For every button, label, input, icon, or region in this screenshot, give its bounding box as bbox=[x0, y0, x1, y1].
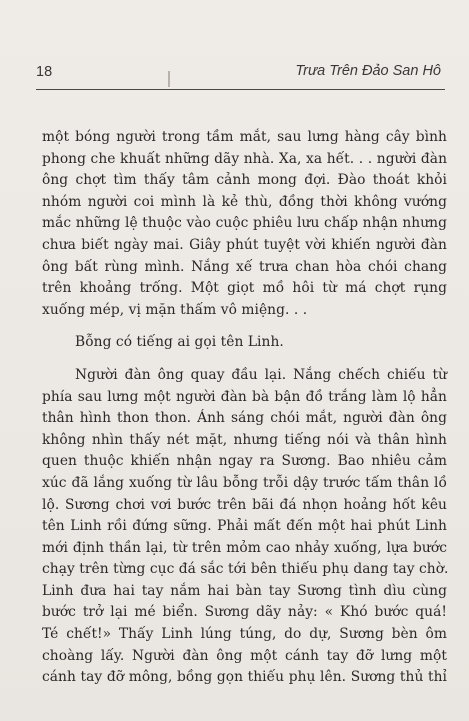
running-title: Trưa Trên Đảo San Hô bbox=[295, 63, 441, 79]
text-line: lộ. Sương chơi vơi bước trên bãi đá nhọn hoảng hốt kêu bbox=[42, 496, 447, 513]
text-line: Người đàn ông quay đầu lại. Nắng chếch chiếu từ bbox=[75, 366, 447, 383]
text-line: mới định thần lại, từ trên mỏm cao nhảy xuống, lựa bước bbox=[42, 539, 447, 556]
text-line: xúc đã lắng xuống từ lâu bỗng trỗi dậy trước tấm thân lồ bbox=[42, 474, 447, 491]
text-line: không nhìn thấy nét mặt, nhưng tiếng nói và thân hình bbox=[42, 431, 447, 448]
text-line: Bỗng có tiếng ai gọi tên Linh. bbox=[75, 334, 284, 351]
running-header bbox=[0, 0, 469, 100]
text-line: trên khoảng trống. Một giọt mồ hôi từ má chợt rụng bbox=[42, 280, 447, 297]
text-line: quen thuộc khiến nhận ngay ra Sương. Bao nhiêu cảm bbox=[42, 453, 447, 470]
header-rule bbox=[36, 89, 445, 90]
text-line: phong che khuất những dãy nhà. Xa, xa hết. . . người đàn bbox=[42, 150, 447, 167]
header-mark bbox=[168, 71, 170, 87]
text-line: nhóm người coi mình là kẻ thù, đồng thời không vướng bbox=[42, 193, 447, 210]
body-text bbox=[42, 127, 447, 706]
paragraph-2 bbox=[42, 332, 447, 354]
text-line: ông bất rùng mình. Nắng xế trưa chan hòa chói chang bbox=[42, 258, 447, 275]
text-line: phía sau lưng một người đàn bà bận đồ trắng làm lộ hẳn bbox=[42, 388, 447, 405]
text-line: ông chợt tìm thấy tâm cảnh mong đợi. Đào thoát khỏi bbox=[42, 172, 447, 189]
text-line: tên Linh rồi đứng sững. Phải mất đến một hai phút Linh bbox=[42, 518, 447, 535]
page-number: 18 bbox=[36, 64, 53, 80]
text-line: xuống mép, vị mặn thấm vô miệng. . . bbox=[42, 301, 308, 318]
text-line: bước trở lại mé biển. Sương dãy nảy: « Khó bước quá! bbox=[42, 604, 447, 621]
paragraph-1 bbox=[42, 127, 447, 321]
text-line: mắc những lệ thuộc vào cuộc phiêu lưu chấp nhận nhưng bbox=[42, 215, 447, 232]
text-line: một bóng người trong tầm mắt, sau lưng hàng cây bình bbox=[42, 129, 447, 145]
paragraph-3 bbox=[42, 365, 447, 689]
text-line: chạy trên từng cục đá sắc tới bên thiếu phụ dang tay chờ. bbox=[42, 561, 449, 578]
text-line: cánh tay đỡ mông, bồng gọn thiếu phụ lên. Sương thủ thỉ bbox=[42, 669, 447, 686]
text-line: chưa biết ngày mai. Giây phút tuyệt vời khiến người đàn bbox=[42, 236, 447, 253]
text-line: thân hình thon thon. Ánh sáng chói mắt, người đàn ông bbox=[42, 410, 447, 427]
text-line: Linh đưa hai tay nắm hai bàn tay Sương tình dìu cùng bbox=[42, 582, 447, 599]
text-line: Té chết!» Thấy Linh lúng túng, do dự, Sương bèn ôm bbox=[42, 626, 447, 643]
text-line: choàng lấy. Người đàn ông một cánh tay đỡ lưng một bbox=[42, 647, 447, 664]
